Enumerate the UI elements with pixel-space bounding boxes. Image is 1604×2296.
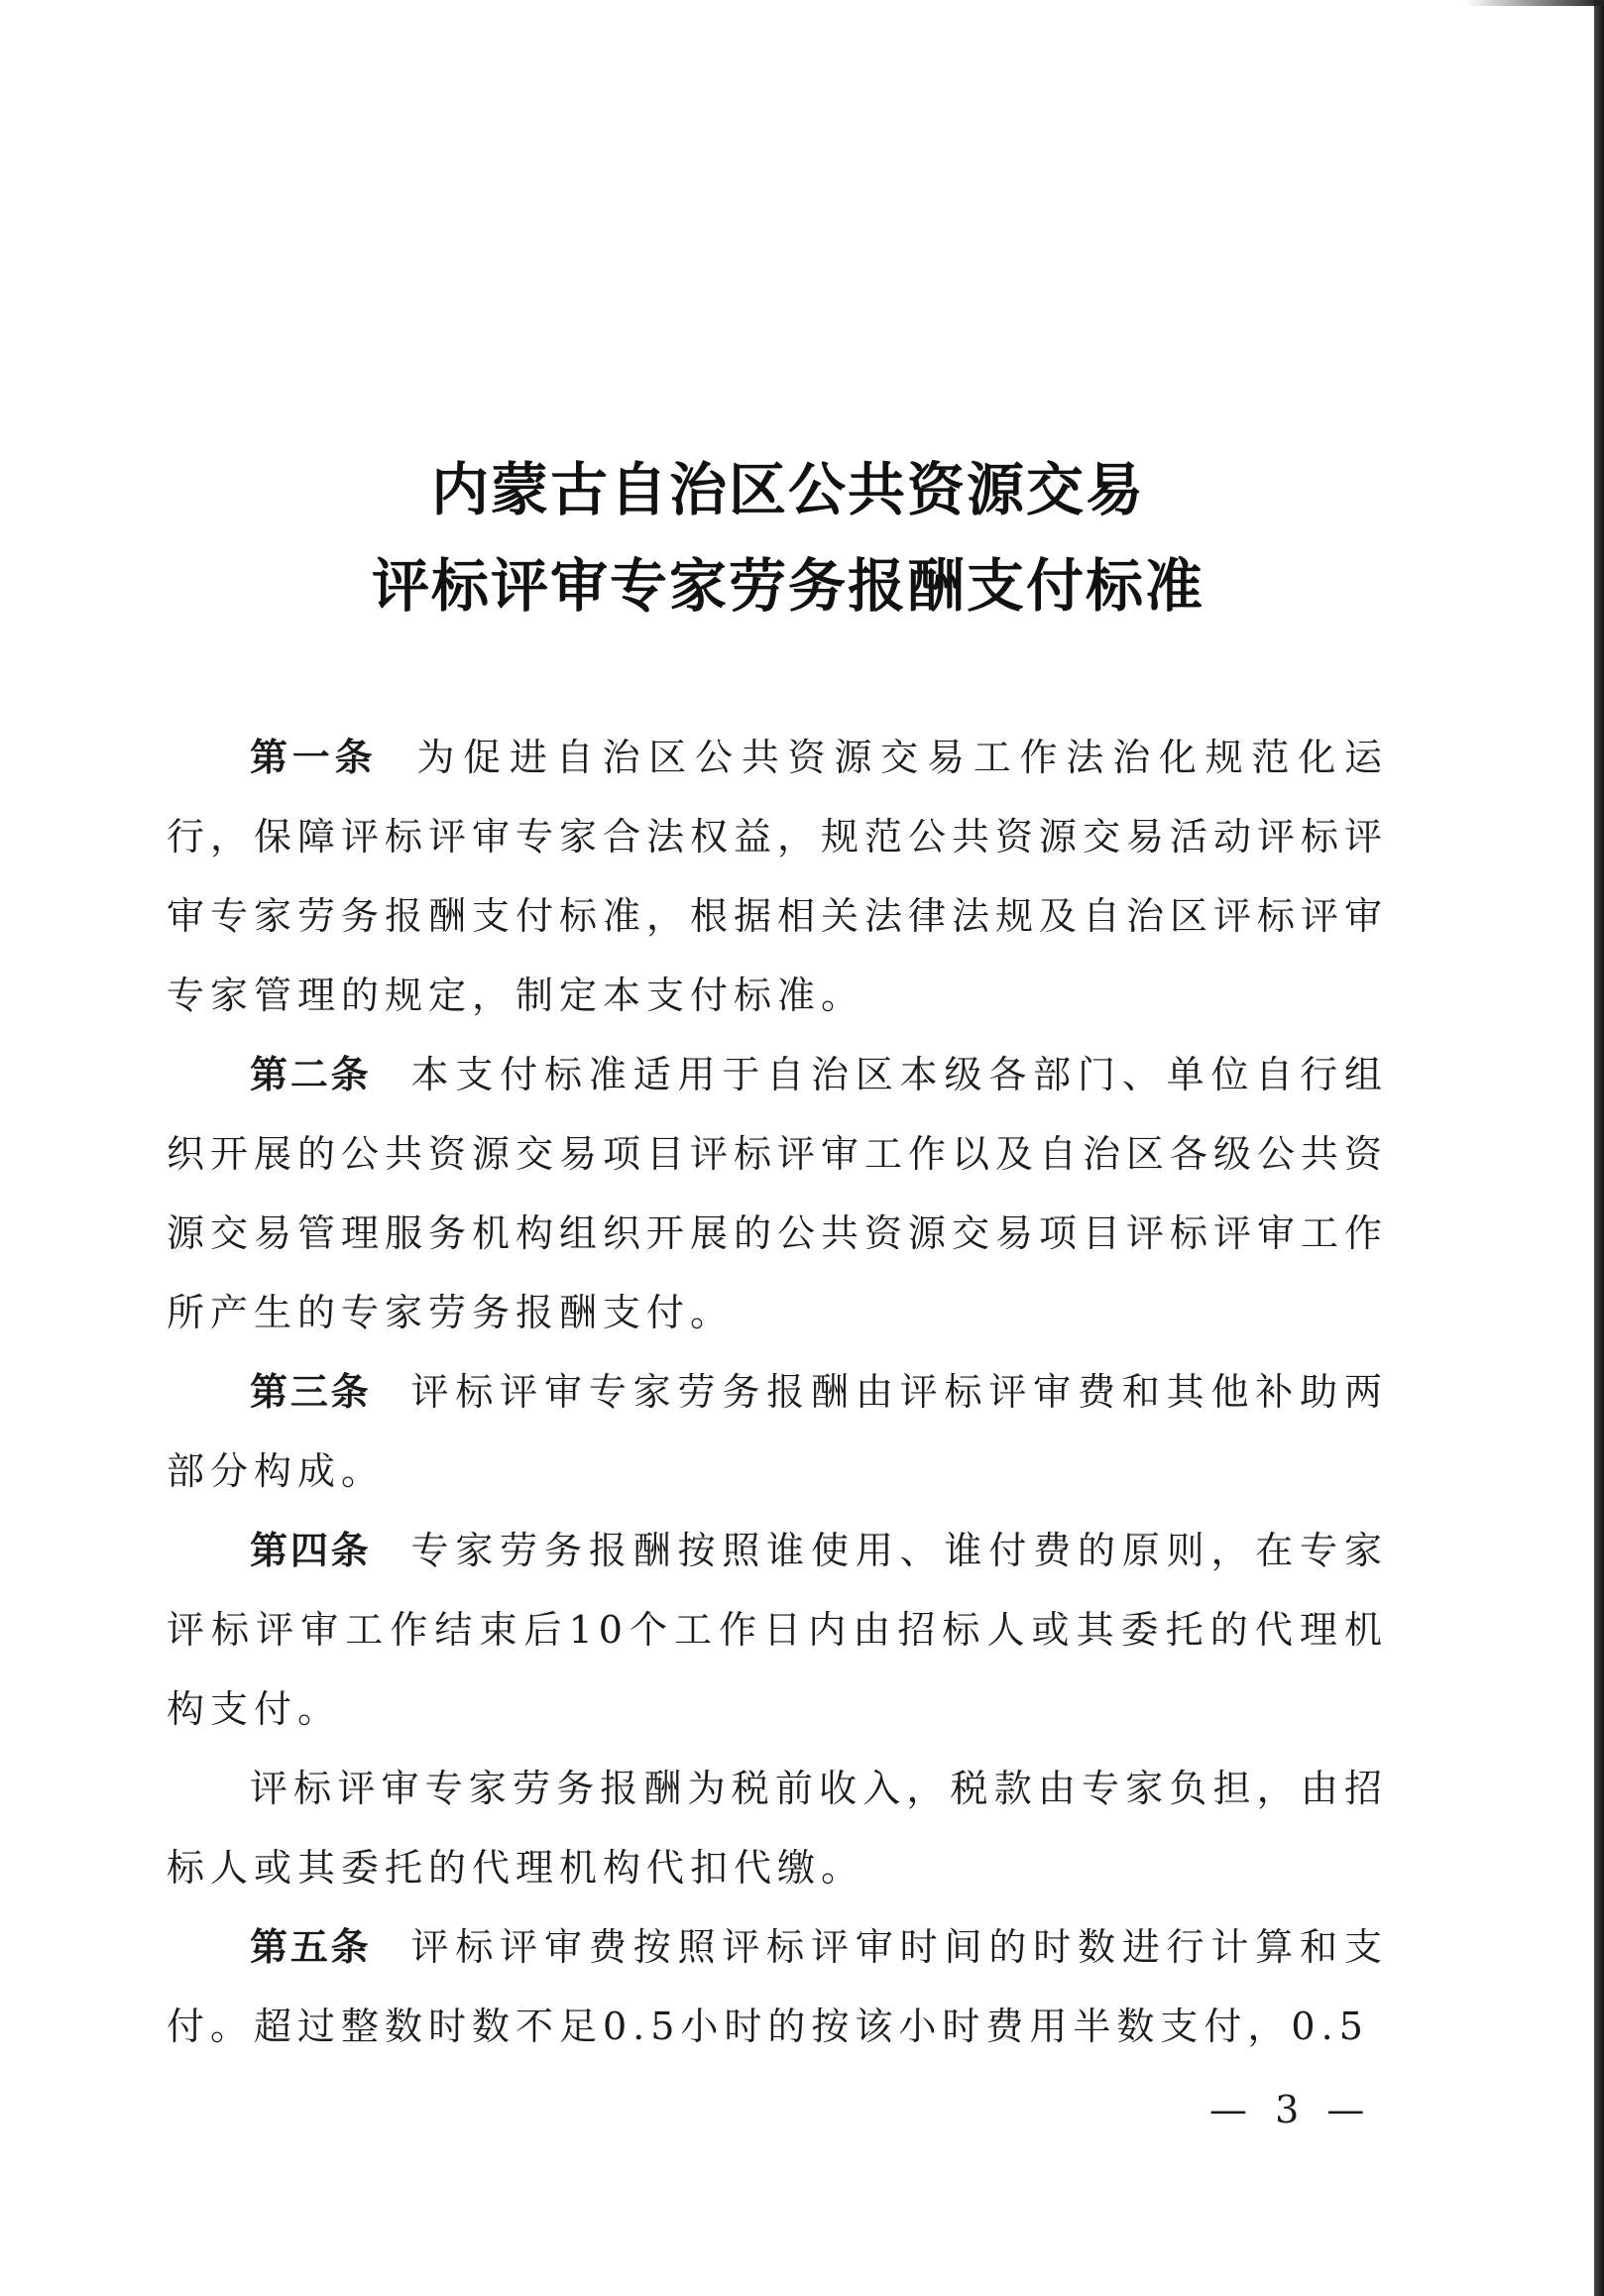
article-text: 评标评审专家劳务报酬由评标评审费和其他补助两部分构成。: [167, 1370, 1388, 1493]
page-number: — 3 —: [1209, 2088, 1373, 2131]
article-label: 第二条: [250, 1053, 372, 1096]
paragraph-text: 评标评审专家劳务报酬为税前收入，税款由专家负担，由招标人或其委托的代理机构代扣代缴。: [167, 1767, 1388, 1890]
article-label: 第三条: [250, 1370, 372, 1414]
article-paragraph: [167, 1511, 1388, 1749]
scan-edge-top: [1465, 0, 1604, 6]
article-paragraph: [167, 1907, 1388, 2066]
article-text: 为促进自治区公共资源交易工作法治化规范化运行，保障评标评审专家合法权益，规范公共资源交易活动评标评审专家劳务报酬支付标准，根据相关法律法规及自治区评标评审专家管理的规定，制定本支付标准。: [167, 736, 1389, 1017]
document-body: [167, 718, 1388, 2066]
article-label: 第四条: [250, 1529, 372, 1572]
article-paragraph: [167, 1352, 1388, 1511]
article-text: 评标评审费按照评标评审时间的时数进行计算和支付。超过整数时数不足0.5小时的按该小时费用半数支付，0.5: [167, 1925, 1388, 2048]
scan-edge: [1594, 0, 1604, 2296]
article-text: 本支付标准适用于自治区本级各部门、单位自行组织开展的公共资源交易项目评标评审工作以及自治区各级公共资源交易管理服务机构组织开展的公共资源交易项目评标评审工作所产生的专家劳务报酬支付。: [167, 1053, 1389, 1334]
article-paragraph: [167, 1035, 1388, 1352]
article-text: 专家劳务报酬按照谁使用、谁付费的原则，在专家评标评审工作结束后10个工作日内由招标人或其委托的代理机构支付。: [167, 1529, 1388, 1731]
document-title-line1: 内蒙古自治区公共资源交易: [430, 456, 1145, 523]
document-title-line2: 评标评审专家劳务报酬支付标准: [371, 552, 1204, 620]
continuation-paragraph: [167, 1749, 1388, 1907]
article-label: 第一条: [250, 736, 378, 779]
article-paragraph: [167, 718, 1388, 1035]
article-label: 第五条: [250, 1925, 372, 1969]
